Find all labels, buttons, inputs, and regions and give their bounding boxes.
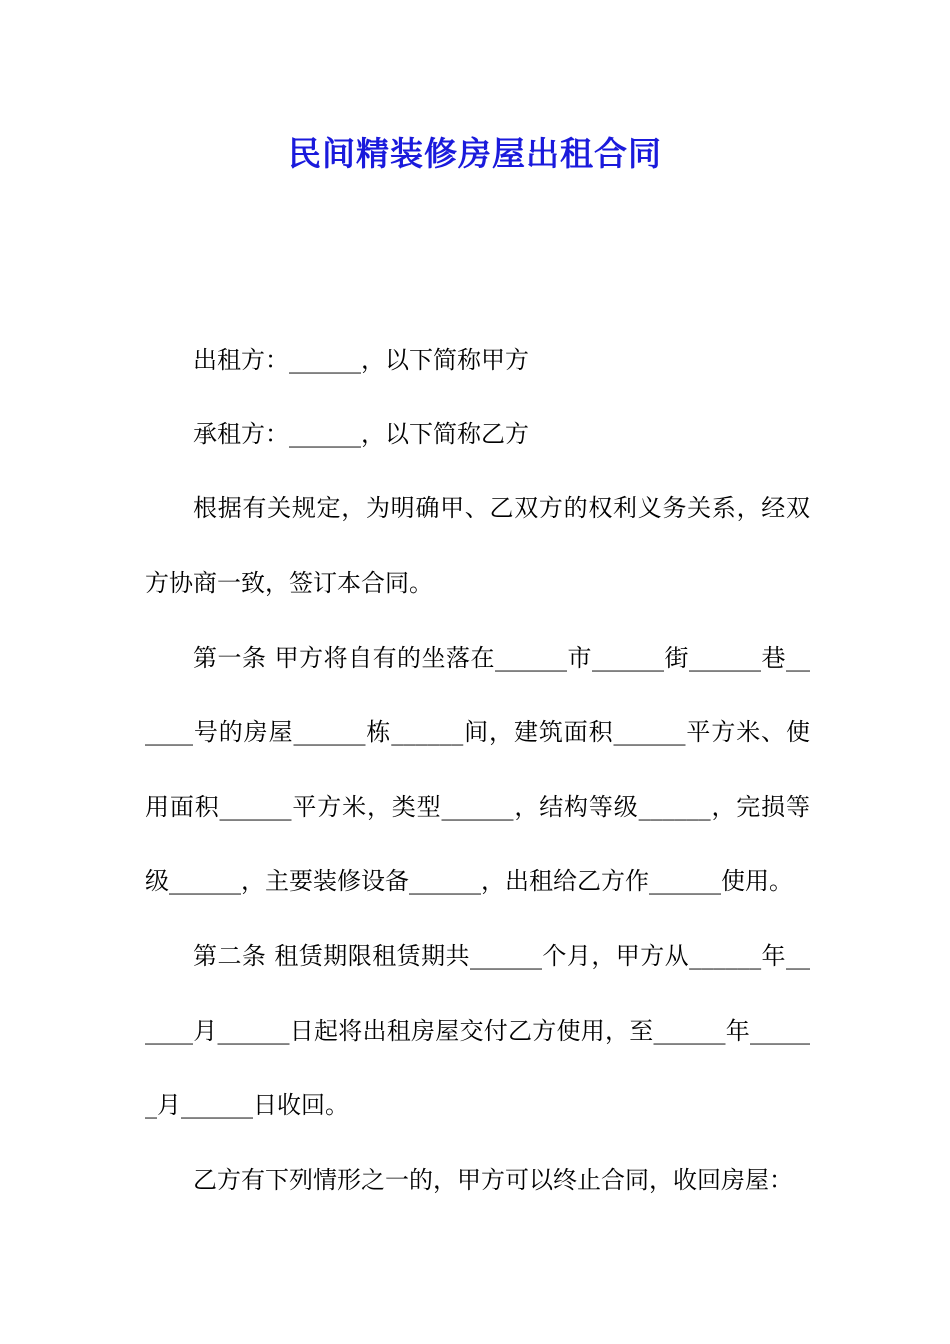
document-title: 民间精装修房屋出租合同 <box>288 134 662 173</box>
lessor-line: 出租方：______，以下简称甲方 <box>193 346 529 374</box>
article-2-line-1: 第二条 租赁期限租赁期共______个月，甲方从______年__ <box>193 942 810 970</box>
article-1-line-4: 级______，主要装修设备______，出租给乙方作______使用。 <box>145 867 793 895</box>
lessee-line: 承租方：______，以下简称乙方 <box>193 420 529 448</box>
preamble-line-1: 根据有关规定，为明确甲、乙双方的权利义务关系，经双 <box>193 494 810 522</box>
preamble-line-2: 方协商一致，签订本合同。 <box>145 569 433 597</box>
article-1-line-1: 第一条 甲方将自有的坐落在______市______街______巷__ <box>193 644 810 672</box>
article-2-line-2: ____月______日起将出租房屋交付乙方使用，至______年_____ <box>145 1017 810 1045</box>
article-1-line-3: 用面积______平方米，类型______，结构等级______，完损等 <box>145 793 810 821</box>
termination-intro-line: 乙方有下列情形之一的，甲方可以终止合同，收回房屋： <box>193 1166 793 1194</box>
article-1-line-2: ____号的房屋______栋______间，建筑面积______平方米、使 <box>145 718 810 746</box>
article-2-line-3: _月______日收回。 <box>145 1091 349 1119</box>
